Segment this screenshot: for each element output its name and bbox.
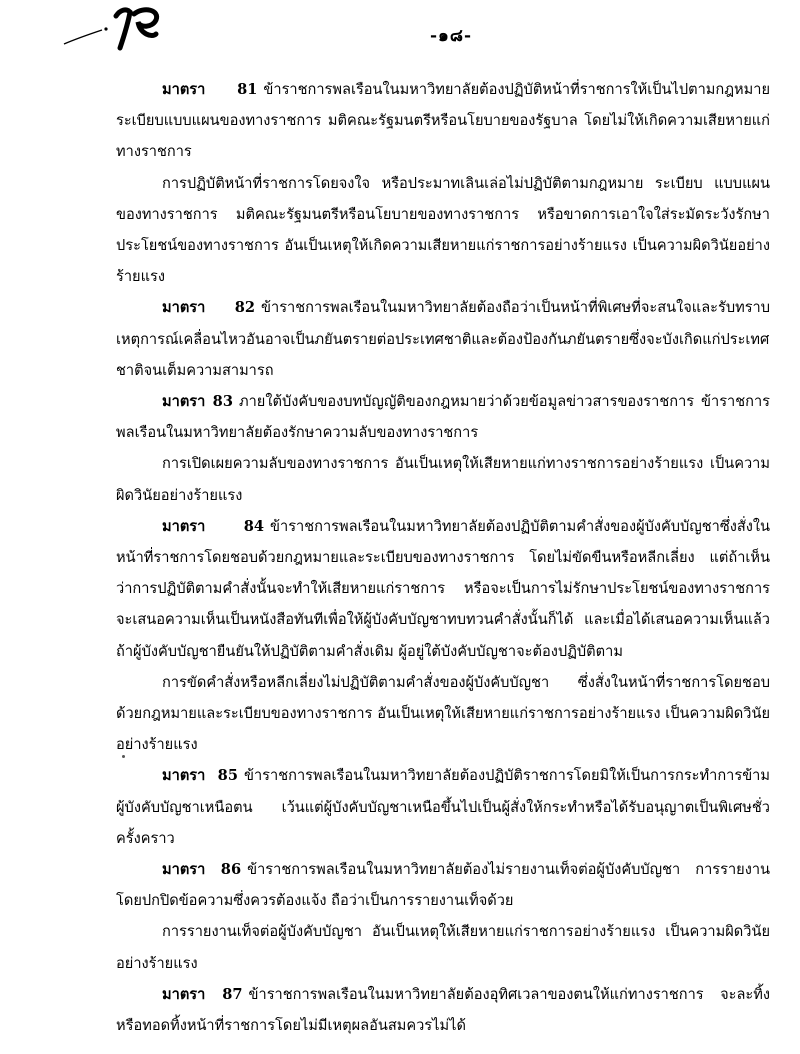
document-body	[116, 74, 770, 1041]
section-label: มาตรา 87	[162, 985, 243, 1003]
section-label: มาตรา 82	[162, 299, 256, 317]
section-text: ข้าราชการพลเรือนในมหาวิทยาลัยต้องปฏิบัติราชการโดยมิให้เป็นการกระทำการข้ามผู้บังคับบัญชาเหนือตน เว้นแต่ผู้บังคับบัญชาเหนือขึ้นไปเป็นผู้สั่งให้กระทำหรือได้รับอนุญาตเป็นพิเศษชั่วครั้งคราว	[116, 767, 770, 847]
section-83-penalty-paragraph	[116, 448, 770, 510]
section-text: ข้าราชการพลเรือนในมหาวิทยาลัยต้องถือว่าเป็นหน้าที่พิเศษที่จะสนใจและรับทราบเหตุการณ์เคลื่อนไหวอันอาจเป็นภยันตรายต่อประเทศชาติและต้องป้องกันภยันตรายซึ่งจะบังเกิดแก่ประเทศชาติจนเต็มความสามารถ	[116, 299, 770, 379]
section-81-paragraph	[116, 74, 770, 168]
section-text: การเปิดเผยความลับของทางราชการ อันเป็นเหตุให้เสียหายแก่ทางราชการอย่างร้ายแรง เป็นความผิดวินัยอย่างร้ายแรง	[116, 455, 770, 504]
section-85-paragraph	[116, 760, 770, 854]
section-text: การรายงานเท็จต่อผู้บังคับบัญชา อันเป็นเหตุให้เสียหายแก่ราชการอย่างร้ายแรง เป็นความผิดวินัยอย่างร้ายแรง	[116, 923, 770, 972]
page-number: -๑๘-	[430, 26, 473, 46]
section-text: ข้าราชการพลเรือนในมหาวิทยาลัยต้องปฏิบัติหน้าที่ราชการให้เป็นไปตามกฎหมาย ระเบียบแบบแผนของทางราชการ มติคณะรัฐมนตรีหรือนโยบายของรัฐบาล โดยไม่ให้เกิดความเสียหายแก่ทางราชการ	[116, 81, 770, 161]
section-87-paragraph	[116, 979, 770, 1041]
section-label: มาตรา 85	[162, 767, 238, 785]
section-label: มาตรา 83	[162, 393, 233, 411]
section-84-penalty-paragraph	[116, 667, 770, 761]
section-83-paragraph	[116, 386, 770, 448]
section-86-paragraph	[116, 854, 770, 916]
section-text: ภายใต้บังคับของบทบัญญัติของกฎหมายว่าด้วยข้อมูลข่าวสารของราชการ ข้าราชการพลเรือนในมหาวิทยาลัยต้องรักษาความลับของทางราชการ	[116, 393, 770, 442]
section-text: ข้าราชการพลเรือนในมหาวิทยาลัยต้องอุทิศเวลาของตนให้แก่ทางราชการ จะละทิ้งหรือทอดทิ้งหน้าที่ราชการโดยไม่มีเหตุผลอันสมควรไม่ได้	[116, 985, 770, 1035]
section-82-paragraph	[116, 292, 770, 386]
scan-speck	[122, 755, 125, 758]
section-text: ข้าราชการพลเรือนในมหาวิทยาลัยต้องปฏิบัติตามคำสั่งของผู้บังคับบัญชาซึ่งสั่งในหน้าที่ราชการโดยชอบด้วยกฎหมายและระเบียบของทางราชการ โดยไม่ขัดขืนหรือหลีกเลี่ยง แต่ถ้าเห็นว่าการปฏิบัติตามคำสั่งนั้นจะทำให้เสียหายแก่ราชการ หรือจะเป็นการไม่รักษาประโยชน์ของทางราชการจะเสนอความเห็นเป็นหนังสือทันทีเพื่อให้ผู้บังคับบัญชาทบทวนคำสั่งนั้นก็ได้ และเมื่อได้เสนอความเห็นแล้ว ถ้าผู้บังคับบัญชายืนยันให้ปฏิบัติตามคำสั่งเดิม ผู้อยู่ใต้บังคับบัญชาจะต้องปฏิบัติตาม	[116, 517, 770, 660]
handwritten-page-mark	[60, 4, 170, 52]
section-84-paragraph	[116, 511, 770, 667]
section-81-penalty-paragraph	[116, 168, 770, 293]
section-label: มาตรา 86	[162, 861, 242, 879]
section-text: การปฏิบัติหน้าที่ราชการโดยจงใจ หรือประมาทเลินเล่อไม่ปฏิบัติตามกฎหมาย ระเบียบ แบบแผนของทางราชการ มติคณะรัฐมนตรีหรือนโยบายของทางราชการ หรือขาดการเอาใจใส่ระมัดระวังรักษาประโยชน์ของทางราชการ อันเป็นเหตุให้เกิดความเสียหายแก่ราชการอย่างร้ายแรง เป็นความผิดวินัยอย่างร้ายแรง	[116, 174, 770, 286]
section-label: มาตรา 81	[162, 81, 258, 98]
section-label: มาตรา 84	[162, 517, 265, 535]
section-text: การขัดคำสั่งหรือหลีกเลี่ยงไม่ปฏิบัติตามคำสั่งของผู้บังคับบัญชา ซึ่งสั่งในหน้าที่ราชการโดยชอบด้วยกฎหมายและระเบียบของทางราชการ อันเป็นเหตุให้เสียหายแก่ราชการอย่างร้ายแรง เป็นความผิดวินัยอย่างร้ายแรง	[116, 673, 770, 754]
section-text: ข้าราชการพลเรือนในมหาวิทยาลัยต้องไม่รายงานเท็จต่อผู้บังคับบัญชา การรายงานโดยปกปิดข้อความซึ่งควรต้องแจ้ง ถือว่าเป็นการรายงานเท็จด้วย	[116, 861, 770, 910]
section-86-penalty-paragraph	[116, 916, 770, 978]
